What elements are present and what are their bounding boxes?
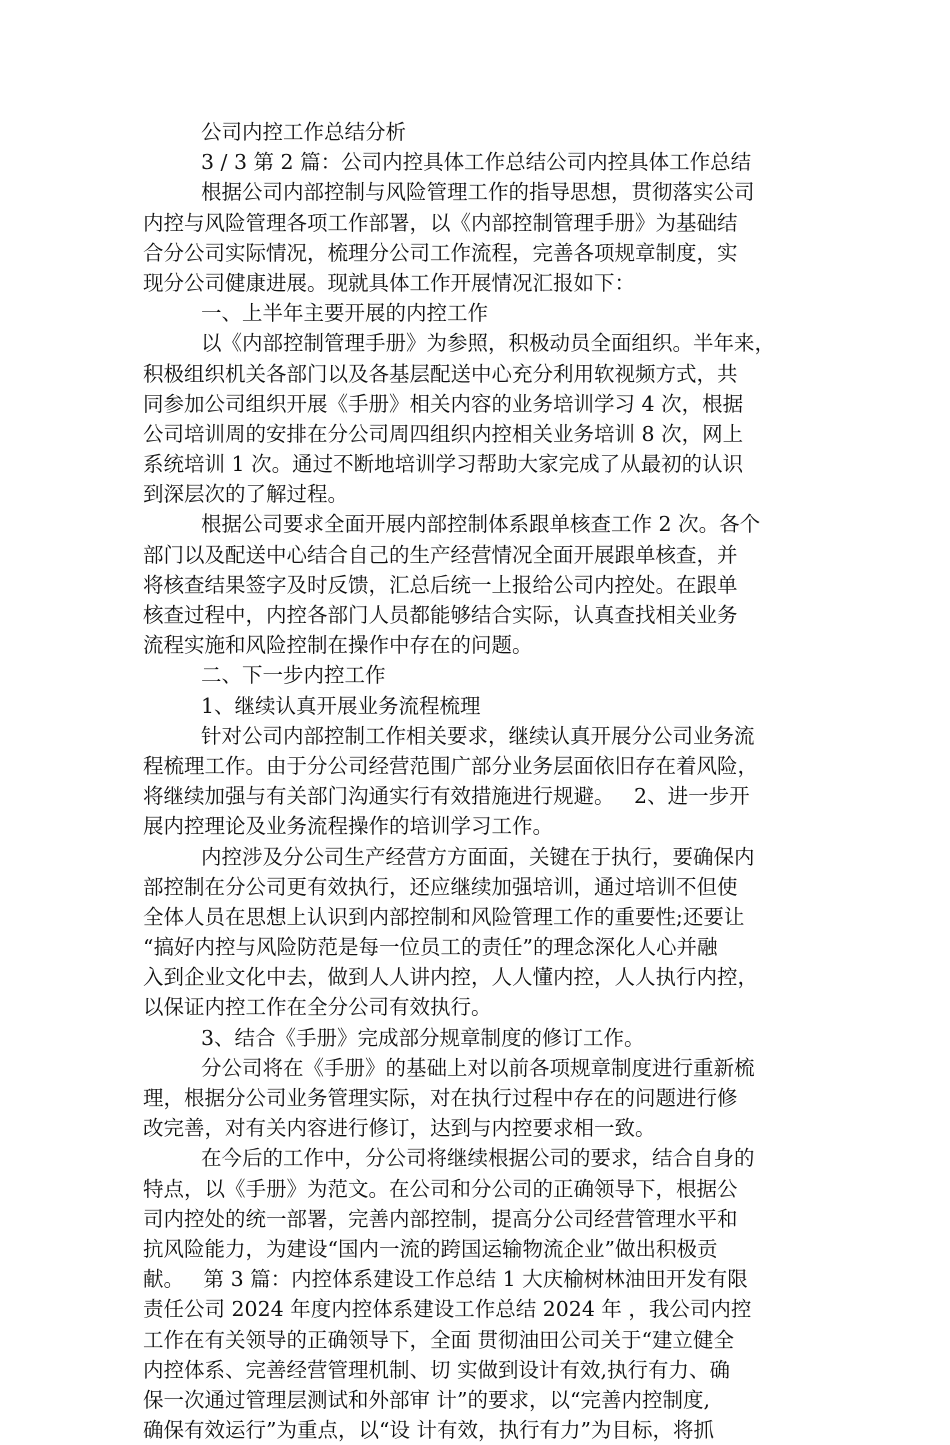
text-line: 献。 第 3 篇：内控体系建设工作总结 1 大庆榆树林油田开发有限 bbox=[143, 1267, 748, 1292]
text-line: 流程实施和风险控制在操作中存在的问题。 bbox=[143, 633, 533, 658]
text-line: 内控体系、完善经营管理机制、切 实做到设计有效,执行有力、确 bbox=[143, 1357, 731, 1382]
text-line: 内控与风险管理各项工作部署，以《内部控制管理手册》为基础结 bbox=[143, 210, 738, 235]
text-line: 工作在有关领导的正确领导下，全面 贯彻油田公司关于“建立健全 bbox=[143, 1327, 734, 1352]
text-line: 现分公司健康进展。现就具体工作开展情况汇报如下： bbox=[143, 270, 635, 295]
text-line: 程梳理工作。由于分公司经营范围广部分业务层面依旧存在着风险， bbox=[143, 753, 758, 778]
text-line: 核查过程中，内控各部门人员都能够结合实际，认真查找相关业务 bbox=[143, 603, 738, 627]
text-line: 到深层次的了解过程。 bbox=[143, 482, 348, 507]
text-line: 针对公司内部控制工作相关要求，继续认真开展分公司业务流 bbox=[201, 723, 755, 748]
text-line: 特点，以《手册》为范文。在公司和分公司的正确领导下，根据公 bbox=[143, 1176, 738, 1201]
text-line: 以《内部控制管理手册》为参照，积极动员全面组织。半年来， bbox=[201, 331, 775, 356]
text-line: 内控涉及分公司生产经营方方面面，关键在于执行，要确保内 bbox=[201, 844, 755, 869]
text-line: 保一次通过管理层测试和外部审 计”的要求，以“完善内控制度, bbox=[143, 1387, 710, 1412]
text-line: 改完善，对有关内容进行修订，达到与内控要求相一致。 bbox=[143, 1116, 656, 1141]
text-line: 理，根据分公司业务管理实际，对在执行过程中存在的问题进行修 bbox=[143, 1086, 738, 1110]
text-line: 全体人员在思想上认识到内部控制和风险管理工作的重要性;还要让 bbox=[143, 904, 745, 929]
text-line: 部门以及配送中心结合自己的生产经营情况全面开展跟单核查，并 bbox=[143, 542, 738, 567]
text-line: 公司内控工作总结分析 bbox=[201, 120, 406, 144]
text-line: “搞好内控与风险防范是每一位员工的责任”的理念深化人心并融 bbox=[143, 935, 718, 960]
text-line: 抗风险能力，为建设“国内一流的跨国运输物流企业”做出积极贡 bbox=[143, 1236, 718, 1261]
document-body bbox=[143, 117, 811, 1445]
text-line: 将继续加强与有关部门沟通实行有效措施进行规避。 2、进一步开 bbox=[143, 784, 750, 809]
text-line: 根据公司要求全面开展内部控制体系跟单核查工作 2 次。各个 bbox=[201, 512, 761, 537]
text-line: 合分公司实际情况，梳理分公司工作流程，完善各项规章制度，实 bbox=[143, 240, 738, 265]
text-line: 1、继续认真开展业务流程梳理 bbox=[201, 693, 481, 718]
text-line: 公司培训周的安排在分公司周四组织内控相关业务培训 8 次，网上 bbox=[143, 421, 744, 446]
text-line: 一、上半年主要开展的内控工作 bbox=[201, 301, 488, 326]
text-line: 3 / 3 第 2 篇：公司内控具体工作总结公司内控具体工作总结 bbox=[201, 150, 752, 175]
text-line: 根据公司内部控制与风险管理工作的指导思想，贯彻落实公司 bbox=[201, 180, 755, 205]
text-line: 分公司将在《手册》的基础上对以前各项规章制度进行重新梳 bbox=[201, 1055, 755, 1080]
text-line: 司内控处的统一部署，完善内部控制，提高分公司经营管理水平和 bbox=[143, 1206, 738, 1231]
text-line: 3、结合《手册》完成部分规章制度的修订工作。 bbox=[201, 1025, 645, 1050]
text-line: 同参加公司组织开展《手册》相关内容的业务培训学习 4 次，根据 bbox=[143, 391, 744, 416]
text-line: 在今后的工作中，分公司将继续根据公司的要求，结合自身的 bbox=[201, 1146, 755, 1171]
text-line: 系统培训 1 次。通过不断地培训学习帮助大家完成了从最初的认识 bbox=[143, 452, 744, 477]
text-line: 以保证内控工作在全分公司有效执行。 bbox=[143, 995, 492, 1020]
text-line: 将核查结果签字及时反馈，汇总后统一上报给公司内控处。在跟单 bbox=[143, 572, 738, 597]
text-line: 二、下一步内控工作 bbox=[201, 663, 386, 688]
text-line: 部控制在分公司更有效执行，还应继续加强培训，通过培训不但使 bbox=[143, 874, 738, 899]
text-line: 展内控理论及业务流程操作的培训学习工作。 bbox=[143, 814, 553, 839]
text-line: 积极组织机关各部门以及各基层配送中心充分利用软视频方式，共 bbox=[143, 361, 738, 386]
text-line: 确保有效运行”为重点，以“设 计有效，执行有力”为目标，将抓 bbox=[143, 1418, 714, 1443]
text-line: 责任公司 2024 年度内控体系建设工作总结 2024 年 ，我公司内控 bbox=[143, 1297, 752, 1322]
text-line: 入到企业文化中去，做到人人讲内控，人人懂内控，人人执行内控， bbox=[143, 965, 758, 990]
